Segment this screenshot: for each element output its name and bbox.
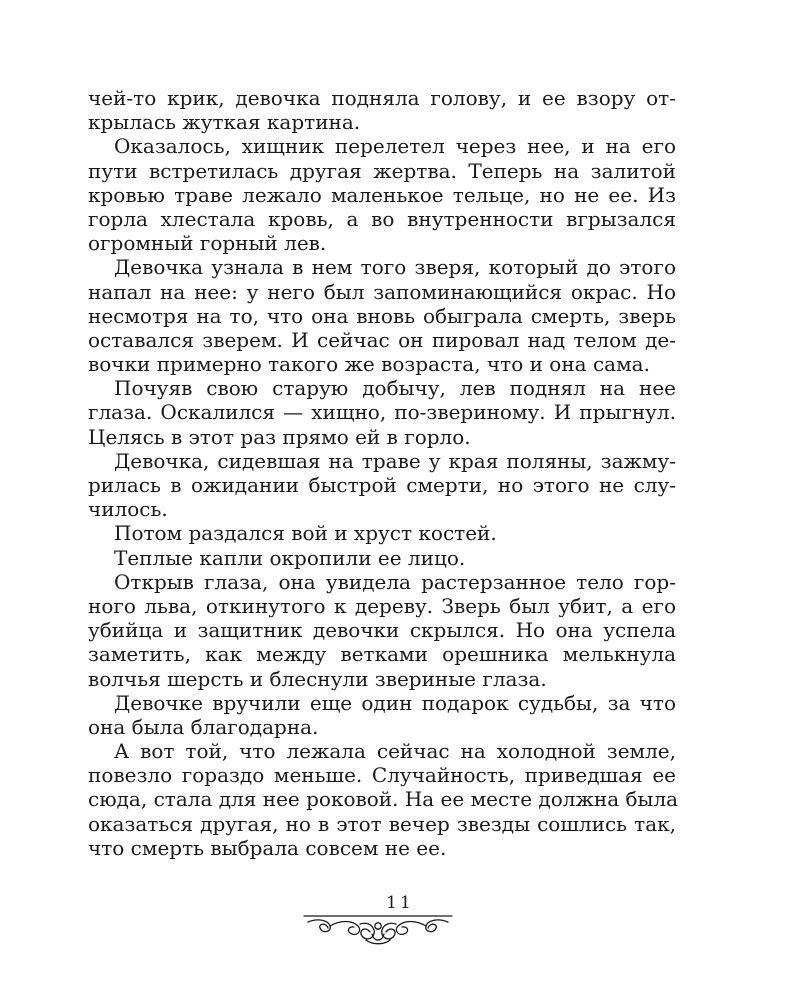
text-line: повезло гораздо меньше. Случайность, приведшая ее (88, 763, 676, 788)
text-line: Теплые капли окропили ее лицо. (114, 545, 466, 570)
text-line: оставался зверем. И сейчас он пировал над телом де- (88, 327, 676, 352)
text-line: убийца и защитник девочки скрылся. Но она успела (88, 618, 676, 643)
text-line: чей-то крик, девочка подняла голову, и ее взору от- (88, 86, 676, 110)
text-line: кровью траве лежало маленькое тельце, но не ее. Из (88, 182, 676, 207)
text-line: Девочка узнала в нем того зверя, который до этого (114, 255, 676, 280)
text-line: вочки примерно такого же возраста, что и она сама. (88, 352, 650, 377)
decorative-flourish-icon (300, 912, 456, 946)
text-line: заметить, как между ветками орешника мелькнула (88, 642, 676, 667)
text-line: Девочке вручили еще один подарок судьбы, за что (114, 690, 676, 715)
text-line: глаза. Оскалился — хищно, по-звериному. И прыгнул. (88, 400, 676, 425)
text-line: Потом раздался вой и хруст костей. (114, 521, 497, 546)
text-line: сюда, стала для нее роковой. На ее месте должна была (88, 787, 679, 812)
body-text (88, 86, 679, 860)
text-line: рилась в ожидании быстрой смерти, но этого не слу- (88, 473, 676, 497)
text-line: волчья шерсть и блеснули звериные глаза. (88, 666, 547, 691)
text-line: чилось. (88, 497, 168, 522)
text-line: Оказалось, хищник перелетел через нее, и на его (114, 134, 676, 159)
page-number: 11 (386, 893, 414, 913)
text-line: крылась жуткая картина. (88, 110, 361, 135)
text-line: огромный горный лев. (88, 231, 327, 256)
text-line: пути встретилась другая жертва. Теперь на залитой (88, 158, 676, 183)
text-line: Девочка, сидевшая на траве у края поляны, зажму- (114, 448, 676, 473)
text-line: напал на нее: у него был запоминающийся окрас. Но (88, 279, 676, 304)
text-line: Открыв глаза, она увидела растерзанное тело гор- (114, 569, 676, 594)
text-line: несмотря на то, что она вновь обыграла смерть, зверь (88, 303, 676, 328)
text-line: ного льва, откинутого к дереву. Зверь был убит, а его (88, 593, 676, 618)
text-line: Почуяв свою старую добычу, лев поднял на нее (114, 376, 676, 401)
text-line: Целясь в этот раз прямо ей в горло. (88, 424, 471, 449)
text-line: что смерть выбрала совсем не ее. (88, 835, 447, 860)
text-line: горла хлестала кровь, а во внутренности вгрызался (88, 206, 676, 231)
text-line: она была благодарна. (88, 714, 319, 739)
text-line: оказаться другая, но в этот вечер звезды сошлись так, (88, 811, 676, 836)
text-line: А вот той, что лежала сейчас на холодной земле, (114, 739, 676, 764)
